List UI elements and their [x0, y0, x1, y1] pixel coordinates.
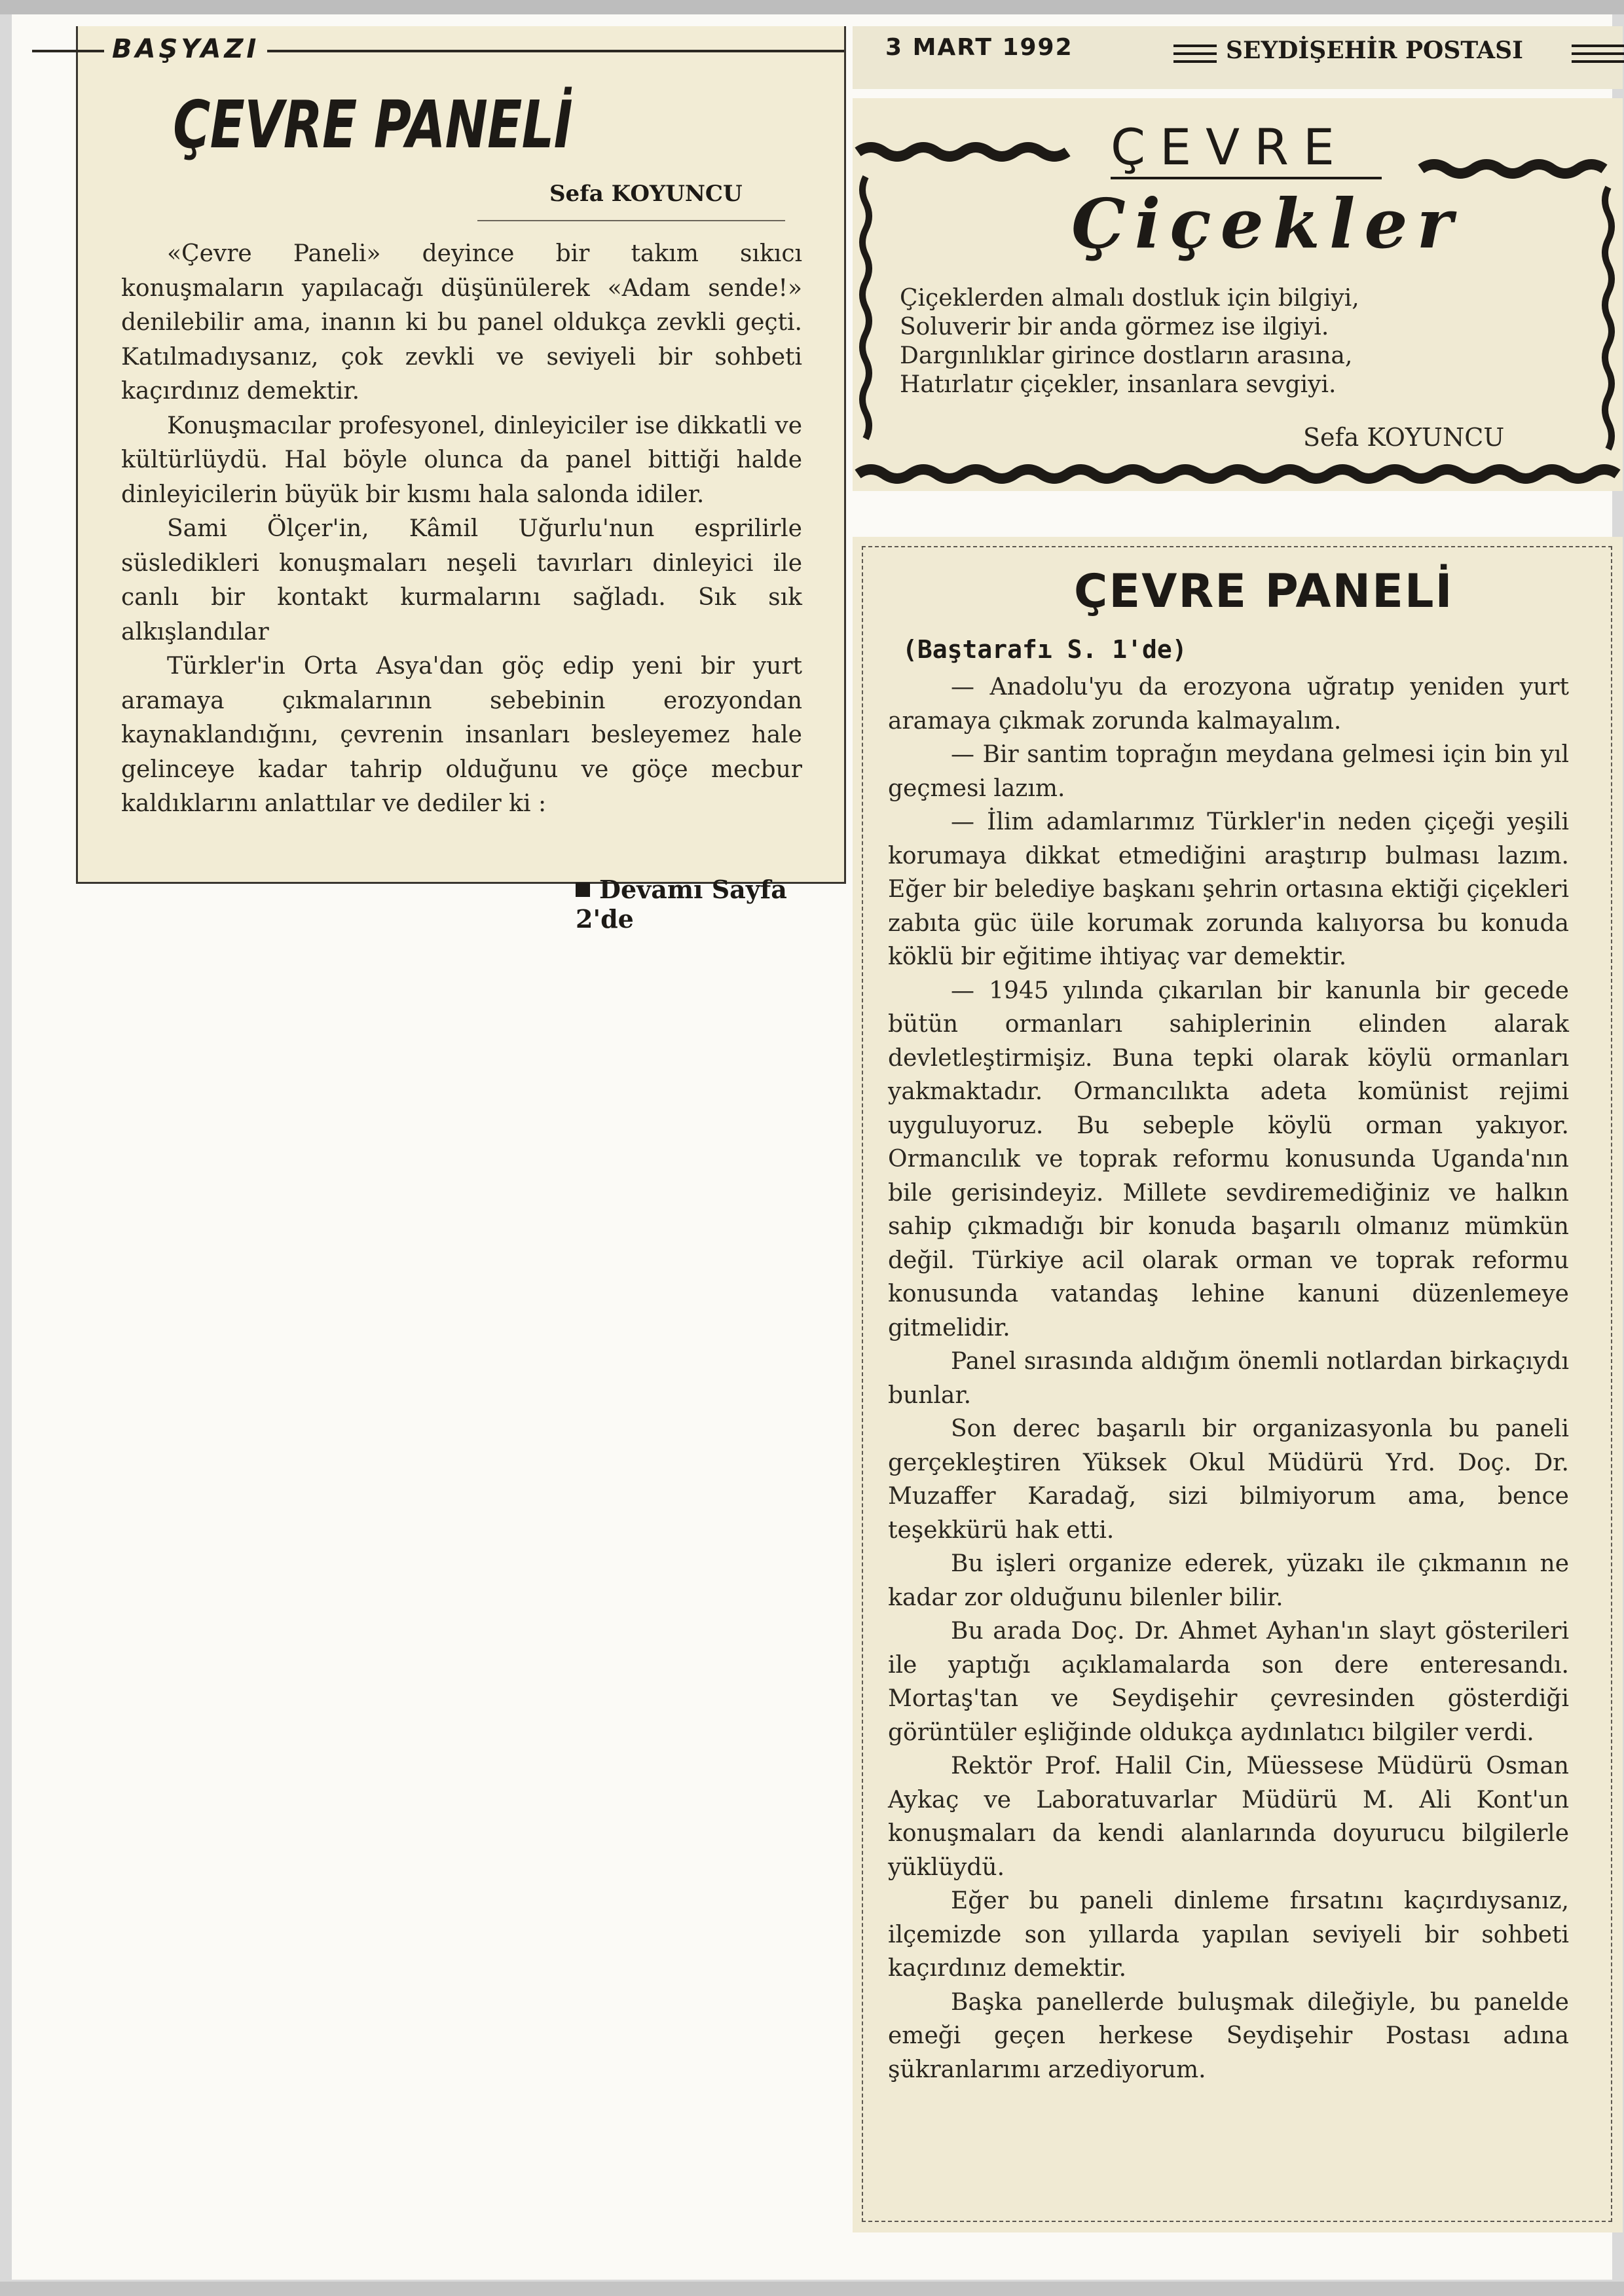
section-rule-lead — [32, 50, 78, 52]
poem-heading-rule — [1111, 177, 1382, 179]
continuation-title: ÇEVRE PANELİ — [1074, 564, 1454, 618]
poem-line: Dargınlıklar girince dostların arasına, — [900, 342, 1353, 369]
paragraph: Rektör Prof. Halil Cin, Müessese Müdürü Osman Aykaç ve Laboratuvarlar Müdürü M. Ali Kont'un konuşmaları da kendi alanlarında doyurucu bilgilerle yüklüydü. — [888, 1753, 1569, 1881]
author-rule — [477, 220, 785, 221]
poem-text — [900, 284, 1541, 399]
paragraph: Konuşmacılar profesyonel, dinleyiciler ise dikkatli ve kültürlüydü. Hal böyle olunca da panel bittiği halde dinleyicilerin büyük bir kısmı hala salonda idiler. — [121, 412, 802, 508]
continuation-note — [576, 875, 844, 934]
paragraph: Panel sırasında aldığım önemli notlardan birkaçıydı bunlar. — [888, 1348, 1569, 1409]
paragraph: — Anadolu'yu da erozyona uğratıp yeniden yurt aramaya çıkmak zorunda kalmayalım. — [888, 674, 1569, 735]
paragraph: — 1945 yılında çıkarılan bir kanunla bir gecede bütün ormanları sahiplerinin elinden alarak devletleştirmişiz. Buna tepki olarak köylü ormanları yakmaktadır. Ormancılıkta adeta komünist rejimi uyguluyoruz. Bu sebeple köylü orman yakıyor. Ormancılık ve toprak reformu konusunda Uganda'nın bile gerisindeyiz. Millete sevdiremediğiniz ve halkın sahip çıkmadığı bir konuda başarılı olmanız mümkün değil. Türkiye acil olarak orman ve toprak reformu konusunda vatandaş lehine kanuni düzenlemeye gitmelidir. — [888, 977, 1569, 1341]
poem-line: Hatırlatır çiçekler, insanlara sevgiyi. — [900, 371, 1337, 398]
square-bullet-icon — [576, 883, 590, 897]
newspaper-name: SEYDİŞEHİR POSTASI — [1226, 37, 1523, 64]
paragraph: Bu işleri organize ederek, yüzakı ile çıkmanın ne kadar zor olduğunu bilenler bilir. — [888, 1550, 1569, 1611]
paragraph: — İlim adamlarımız Türkler'in neden çiçeği yeşili korumaya dikkat etmediğini araştırıp bulması lazım. Eğer bir belediye başkanı şehrin ortasına ektiği çiçekleri zabıta güc üile korumak zorunda kalıyorsa bu konuda köklü bir eğitime ihtiyaç var demektir. — [888, 809, 1569, 970]
header-rule — [1572, 60, 1624, 63]
section-label: BAŞYAZI — [104, 34, 267, 64]
paragraph: Bu arada Doç. Dr. Ahmet Ayhan'ın slayt gösterileri ile yaptığı açıklamalarda son dere enteresandı. Mortaş'tan ve Seydişehir çevresinden gösterdiği görüntüler eşliğinde oldukça aydınlatıcı bilgiler verdi. — [888, 1618, 1569, 1746]
header-rule — [1173, 52, 1217, 55]
continuation-body — [888, 670, 1569, 2086]
paragraph: Başka panellerde buluşmak dileğiyle, bu panelde emeği geçen herkese Seydişehir Postası adına şükranlarımı arzediyorum. — [888, 1988, 1569, 2083]
scan-top-edge — [0, 0, 1624, 14]
poem-title: Çiçekler — [1071, 183, 1462, 264]
paragraph: Türkler'in Orta Asya'dan göç edip yeni bir yurt aramaya çıkmalarının sebebinin erozyondan kaynaklandığını, çevrenin insanları besleyemez hale gelinceye kadar tahrip olduğunu ve göçe mecbur kaldıklarını anlattılar ve dediler ki : — [121, 653, 802, 817]
paragraph: Eğer bu paneli dinleme fırsatını kaçırdıysanız, ilçemizde son yıllarda yapılan seviyeli bir sohbeti kaçırdınız demektir. — [888, 1887, 1569, 1982]
header-rule — [1173, 60, 1217, 63]
paragraph: Sami Ölçer'in, Kâmil Uğurlu'nun esprilirle süsledikleri konuşmaları neşeli tavırları dinleyici ile canlı bir kontakt kurmalarını sağladı. Sık sık alkışlandılar — [121, 515, 802, 646]
scan-bottom-edge — [0, 2282, 1624, 2296]
paragraph: Son derec başarılı bir organizasyonla bu paneli gerçekleştiren Yüksek Okul Müdürü Yrd. Doç. Dr. Muzaffer Karadağ, sizi bilmiyorum ama, bence teşekkürü hak etti. — [888, 1415, 1569, 1544]
poem-heading: ÇEVRE — [1111, 118, 1349, 176]
poem-author: Sefa KOYUNCU — [1303, 423, 1505, 452]
header-rule — [1173, 45, 1217, 47]
article-author: Sefa KOYUNCU — [549, 181, 743, 207]
article-body — [121, 237, 802, 822]
article-title: ÇEVRE PANELİ — [173, 86, 572, 163]
paragraph: — Bir santim toprağın meydana gelmesi için bin yıl geçmesi lazım. — [888, 741, 1569, 802]
poem-line: Soluverir bir anda görmez ise ilgiyi. — [900, 314, 1329, 340]
issue-date: 3 MART 1992 — [885, 34, 1073, 61]
editorial-clipping — [76, 26, 846, 934]
header-rule — [1572, 52, 1624, 55]
continuation-text: Devamı Sayfa 2'de — [576, 875, 787, 934]
continued-from-note: (Baştarafı S. 1'de) — [902, 635, 1187, 664]
header-rule — [1572, 45, 1624, 47]
paragraph: «Çevre Paneli» deyince bir takım sıkıcı konuşmaların yapılacağı düşünülerek «Adam sende!» denilebilir ama, inanın ki bu panel oldukça zevkli geçti. Katılmadıysanız, çok zevkli ve seviyeli bir sohbeti kaçırdınız demektir. — [121, 240, 802, 405]
poem-line: Çiçeklerden almalı dostluk için bilgiyi, — [900, 285, 1359, 312]
